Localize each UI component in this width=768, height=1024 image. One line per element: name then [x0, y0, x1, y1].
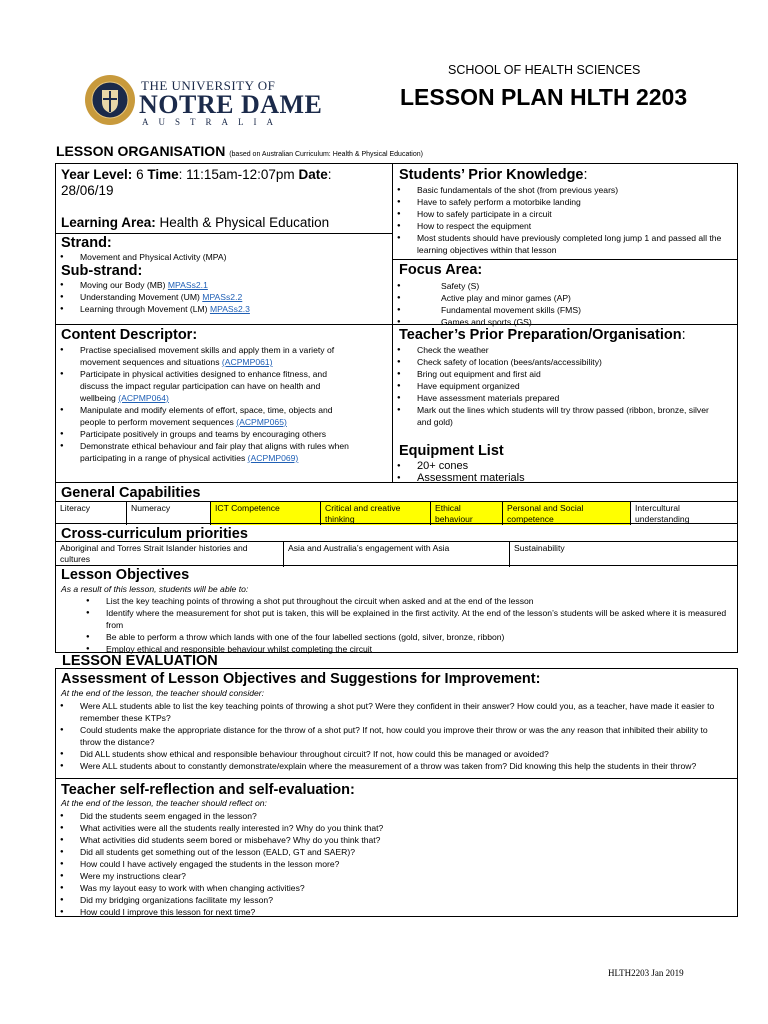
prior-knowledge-box [392, 163, 738, 260]
curriculum-link[interactable]: (ACPMP065) [236, 417, 287, 427]
organisation-label: LESSON ORGANISATION [56, 143, 226, 159]
list-item: ● Movement and Physical Activity (MPA) [56, 251, 386, 263]
assessment-heading: Assessment of Lesson Objectives and Suggestions for Improvement: [61, 671, 541, 687]
assessment-box [55, 668, 738, 779]
year-level-value: 6 [136, 167, 144, 182]
list-item: ● What activities were all the students really interested in? Why do you think that? [56, 822, 716, 834]
section-heading-organisation [56, 143, 423, 159]
list-item: ● Have equipment organized [393, 380, 723, 392]
teacher-prep-box [392, 324, 738, 483]
list-item: ● Were ALL students able to list the key teaching points of throwing a shot put? Were they confident in their answer? How could you, as a teacher, have made it easier to remember these KTPs? [56, 700, 720, 724]
list-item: ● What activities did students seem bored or misbehave? Why do you think that? [56, 834, 716, 846]
capability-critical-creative: Critical and creative thinking [321, 502, 431, 525]
lesson-objectives-heading: Lesson Objectives [61, 567, 190, 583]
list-item: ● Employ ethical and responsible behaviour whilst completing the circuit [82, 643, 734, 655]
general-capabilities-box [55, 482, 738, 524]
list-item: ● List the key teaching points of throwing a shot put throughout the circuit when asked and at the end of the lesson [82, 595, 734, 607]
capability-numeracy: Numeracy [127, 502, 211, 525]
list-item: ● Learning through Movement (LM) MPASs2.3 [56, 303, 386, 315]
cross-curriculum-heading: Cross-curriculum priorities [61, 526, 248, 542]
content-descriptor-heading: Content Descriptor: [61, 327, 198, 343]
capability-intercultural: Intercultural understanding [635, 503, 690, 524]
capability-ict: ICT Competence [211, 502, 321, 525]
priority-aboriginal: Aboriginal and Torres Strait Islander histories and cultures [56, 542, 284, 567]
lesson-objectives-box [55, 565, 738, 653]
year-level-box [55, 163, 393, 234]
date-value: 28/06/19 [61, 183, 114, 198]
list-item: ● How could I improve this lesson for next time? [56, 906, 716, 918]
logo-line-2: NOTRE DAME [139, 90, 323, 119]
list-item: ● Did ALL students show ethical and responsible behaviour throughout circuit? If not, how could this be managed or avoided? [56, 748, 720, 760]
list-item: ● Safety (S) [393, 280, 723, 292]
content-descriptor-box [55, 324, 393, 483]
learning-area-line [61, 215, 329, 230]
cross-curriculum-row [56, 541, 737, 567]
list-item: ● Have to safely perform a motorbike landing [393, 196, 723, 208]
list-item: ● How to respect the equipment [393, 220, 723, 232]
teacher-prep-heading: Teacher’s Prior Preparation/Organisation: [399, 327, 686, 343]
list-item: ● Identify where the measurement for shot put is taken, this will be explained in the first activity. At the end of the lesson’s students will be asked where it is measured from [82, 607, 734, 631]
list-item: ● Assessment materials [393, 472, 723, 484]
teacher-prep-list [393, 344, 723, 428]
list-item: ● Understanding Movement (UM) MPASs2.2 [56, 291, 386, 303]
content-descriptor-list [56, 344, 356, 464]
list-item: ● Practise specialised movement skills and apply them in a variety of movement sequences and situations (ACPMP061) [56, 344, 356, 368]
list-item: ● Be able to perform a throw which lands with one of the four labelled sections (gold, silver, bronze, ribbon) [82, 631, 734, 643]
capability-literacy: Literacy [56, 502, 127, 525]
list-item: ● Have assessment materials prepared [393, 392, 723, 404]
list-item: ● Moving our Body (MB) MPASs2.1 [56, 279, 386, 291]
logo-line-1: THE UNIVERSITY OF [141, 78, 276, 93]
list-item: ● Did all students get something out of the lesson (EALD, GT and SAER)? [56, 846, 716, 858]
logo-line-3: AUSTRALIA [142, 117, 283, 127]
page-footer: HLTH2203 Jan 2019 [608, 968, 684, 978]
list-item: ● Demonstrate ethical behaviour and fair play that aligns with rules when participating in a range of physical activities (ACPMP069) [56, 440, 356, 464]
equipment-heading: Equipment List [399, 443, 504, 459]
lesson-evaluation-heading: LESSON EVALUATION [62, 653, 218, 669]
list-item: ● Active play and minor games (AP) [393, 292, 723, 304]
self-reflection-heading: Teacher self-reflection and self-evaluation: [61, 782, 355, 798]
curriculum-link[interactable]: (ACPMP064) [118, 393, 169, 403]
lesson-objectives-intro: As a result of this lesson, students will be able to: [61, 584, 249, 594]
sub-strand-list [56, 279, 386, 315]
assessment-list [56, 700, 720, 772]
focus-area-list [393, 280, 723, 328]
capabilities-row [56, 501, 737, 525]
priority-asia: Asia and Australia’s engagement with Asia [284, 542, 510, 567]
list-item: ● Mark out the lines which students will try throw passed (ribbon, bronze, silver and gold) [393, 404, 723, 428]
curriculum-link[interactable]: MPASs2.3 [209, 304, 250, 314]
cross-curriculum-box [55, 523, 738, 566]
prior-knowledge-list [393, 184, 723, 256]
date-label: Date [298, 167, 328, 182]
list-item: ● Participate positively in groups and teams by encouraging others [56, 428, 356, 440]
time-label: Time [147, 167, 179, 182]
lesson-objectives-list [82, 595, 734, 655]
self-reflection-intro: At the end of the lesson, the teacher should reflect on: [61, 798, 267, 808]
year-level-label: Year Level: [61, 167, 133, 182]
strand-box [55, 233, 393, 325]
list-item: ● Could students make the appropriate distance for the throw of a shot put? If not, how could you improve their throw or was the any reason that inhibited their ability to throw the distance? [56, 724, 720, 748]
general-capabilities-heading: General Capabilities [61, 485, 201, 501]
list-item: ● Games and sports (GS) [393, 316, 723, 328]
list-item: ● How to safely participate in a circuit [393, 208, 723, 220]
list-item: ● Were my instructions clear? [56, 870, 716, 882]
list-item: ● 20+ cones [393, 460, 723, 472]
capability-ethical: Ethical behaviour [431, 502, 503, 525]
priority-sustainability: Sustainability [514, 543, 565, 553]
sub-strand-heading: Sub-strand: [61, 263, 143, 279]
list-item: ● Check the weather [393, 344, 723, 356]
learning-area-label: Learning Area: [61, 215, 156, 230]
focus-area-box [392, 259, 738, 325]
list-item: ● Bring out equipment and first aid [393, 368, 723, 380]
prior-knowledge-heading: Students’ Prior Knowledge: [399, 167, 588, 183]
strand-list [56, 251, 386, 263]
organisation-note: (based on Australian Curriculum: Health & Physical Education) [229, 151, 423, 158]
list-item: ● Most students should have previously completed long jump 1 and passed all the learning objectives within that lesson [393, 232, 723, 256]
university-logo [84, 74, 323, 132]
list-item: ● Did the students seem engaged in the lesson? [56, 810, 716, 822]
list-item: ● Check safety of location (bees/ants/accessibility) [393, 356, 723, 368]
curriculum-link[interactable]: (ACPMP061) [221, 357, 273, 367]
curriculum-link[interactable]: MPASs2.2 [202, 292, 243, 302]
list-item: ● Participate in physical activities designed to enhance fitness, and discuss the impact regular participation can have on health and wellbeing (ACPMP064) [56, 368, 356, 404]
list-item: ● Did my bridging organizations facilitate my lesson? [56, 894, 716, 906]
list-item: ● Were ALL students about to constantly demonstrate/explain where the measurement of a throw was taken from? Did knowing this help the students in their throw? [56, 760, 720, 772]
curriculum-link[interactable]: (ACPMP069) [247, 453, 299, 463]
self-reflection-box [55, 778, 738, 917]
year-level-line: Year Level: 6 Time: 11:15am-12:07pm Date: [61, 167, 332, 182]
list-item: ● Manipulate and modify elements of effort, space, time, objects and people to perform movement sequences (ACPMP065) [56, 404, 356, 428]
focus-area-heading: Focus Area: [399, 262, 483, 278]
assessment-intro: At the end of the lesson, the teacher should consider: [61, 688, 265, 698]
learning-area-value: Health & Physical Education [159, 215, 330, 230]
school-name: SCHOOL OF HEALTH SCIENCES [448, 63, 641, 77]
list-item: ● Basic fundamentals of the shot (from previous years) [393, 184, 723, 196]
equipment-list [393, 460, 723, 484]
curriculum-link[interactable]: MPASs2.1 [167, 280, 208, 290]
time-value: : 11:15am-12:07pm [178, 167, 295, 182]
list-item: ● Was my layout easy to work with when changing activities? [56, 882, 716, 894]
capability-personal-social: Personal and Social competence [503, 502, 631, 525]
page-title: LESSON PLAN HLTH 2203 [400, 84, 688, 110]
list-item: ● Fundamental movement skills (FMS) [393, 304, 723, 316]
university-seal-icon [84, 74, 136, 126]
self-reflection-list [56, 810, 716, 918]
list-item: ● How could I have actively engaged the students in the lesson more? [56, 858, 716, 870]
strand-heading: Strand: [61, 235, 112, 251]
